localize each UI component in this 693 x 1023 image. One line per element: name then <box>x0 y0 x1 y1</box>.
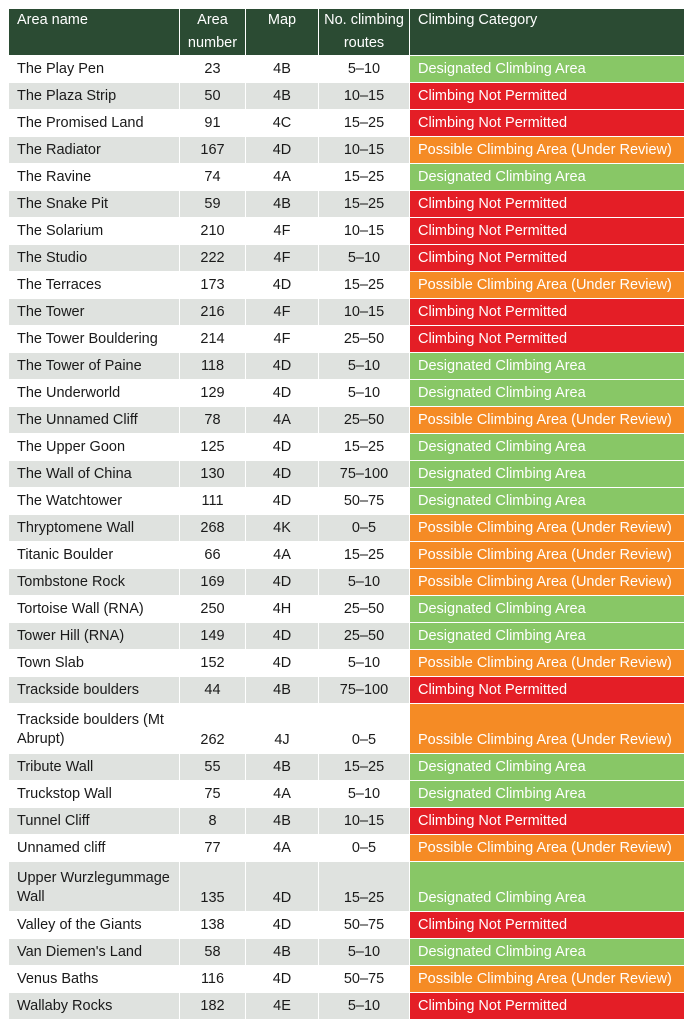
map-cell: 4D <box>246 649 319 676</box>
category-cell: Possible Climbing Area (Under Review) <box>410 514 684 541</box>
routes-cell: 75–100 <box>319 460 410 487</box>
routes-cell: 25–50 <box>319 595 410 622</box>
category-cell: Climbing Not Permitted <box>410 217 684 244</box>
map-cell: 4D <box>246 965 319 992</box>
category-cell: Designated Climbing Area <box>410 55 684 82</box>
routes-cell: 0–5 <box>319 834 410 861</box>
table-row <box>9 298 684 325</box>
routes-cell: 10–15 <box>319 217 410 244</box>
area-number-cell: 222 <box>180 244 246 271</box>
area-number-cell: 130 <box>180 460 246 487</box>
area-name-cell: The Wall of China <box>9 460 180 487</box>
map-cell: 4A <box>246 406 319 433</box>
area-name-cell: The Tower Bouldering <box>9 325 180 352</box>
map-cell: 4B <box>246 938 319 965</box>
table-row <box>9 109 684 136</box>
category-cell: Climbing Not Permitted <box>410 807 684 834</box>
category-cell: Designated Climbing Area <box>410 352 684 379</box>
table-row <box>9 992 684 1019</box>
map-cell: 4J <box>246 703 319 753</box>
map-cell: 4D <box>246 460 319 487</box>
area-number-cell: 169 <box>180 568 246 595</box>
area-number-cell: 149 <box>180 622 246 649</box>
map-cell: 4D <box>246 379 319 406</box>
category-cell: Designated Climbing Area <box>410 460 684 487</box>
map-cell: 4C <box>246 109 319 136</box>
map-cell: 4D <box>246 487 319 514</box>
area-number-cell: 214 <box>180 325 246 352</box>
category-cell: Climbing Not Permitted <box>410 992 684 1019</box>
routes-cell: 5–10 <box>319 352 410 379</box>
area-name-cell: Tortoise Wall (RNA) <box>9 595 180 622</box>
routes-cell: 5–10 <box>319 568 410 595</box>
map-cell: 4B <box>246 676 319 703</box>
table-row <box>9 676 684 703</box>
area-number-cell: 75 <box>180 780 246 807</box>
map-cell: 4B <box>246 190 319 217</box>
category-cell: Climbing Not Permitted <box>410 298 684 325</box>
area-name-cell: The Watchtower <box>9 487 180 514</box>
table-body <box>9 55 684 1019</box>
routes-cell: 5–10 <box>319 992 410 1019</box>
category-cell: Climbing Not Permitted <box>410 244 684 271</box>
area-number-cell: 268 <box>180 514 246 541</box>
routes-cell: 15–25 <box>319 190 410 217</box>
table-row <box>9 938 684 965</box>
table-row <box>9 55 684 82</box>
table-row <box>9 460 684 487</box>
table-row <box>9 163 684 190</box>
area-name-cell: The Unnamed Cliff <box>9 406 180 433</box>
routes-cell: 15–25 <box>319 109 410 136</box>
routes-cell: 15–25 <box>319 861 410 911</box>
area-number-cell: 152 <box>180 649 246 676</box>
table-row <box>9 244 684 271</box>
category-cell: Designated Climbing Area <box>410 753 684 780</box>
area-number-cell: 262 <box>180 703 246 753</box>
area-name-cell: Thryptomene Wall <box>9 514 180 541</box>
map-cell: 4A <box>246 780 319 807</box>
routes-cell: 15–25 <box>319 163 410 190</box>
area-number-cell: 59 <box>180 190 246 217</box>
map-cell: 4H <box>246 595 319 622</box>
table-row <box>9 595 684 622</box>
category-cell: Designated Climbing Area <box>410 780 684 807</box>
map-cell: 4D <box>246 136 319 163</box>
area-name-cell: Tunnel Cliff <box>9 807 180 834</box>
routes-cell: 25–50 <box>319 622 410 649</box>
table-row <box>9 271 684 298</box>
header-routes: No. climbing routes <box>319 9 410 55</box>
area-number-cell: 74 <box>180 163 246 190</box>
area-name-cell: Tombstone Rock <box>9 568 180 595</box>
area-name-cell: Unnamed cliff <box>9 834 180 861</box>
area-number-cell: 116 <box>180 965 246 992</box>
area-name-cell: Upper Wurzlegummage Wall <box>9 861 180 911</box>
area-name-cell: Trackside boulders (Mt Abrupt) <box>9 703 180 753</box>
category-cell: Designated Climbing Area <box>410 622 684 649</box>
area-number-cell: 44 <box>180 676 246 703</box>
map-cell: 4E <box>246 992 319 1019</box>
area-name-cell: The Plaza Strip <box>9 82 180 109</box>
area-name-cell: Town Slab <box>9 649 180 676</box>
area-number-cell: 129 <box>180 379 246 406</box>
table-row <box>9 965 684 992</box>
routes-cell: 50–75 <box>319 965 410 992</box>
map-cell: 4B <box>246 807 319 834</box>
table-row <box>9 753 684 780</box>
category-cell: Possible Climbing Area (Under Review) <box>410 965 684 992</box>
area-number-cell: 55 <box>180 753 246 780</box>
area-name-cell: The Radiator <box>9 136 180 163</box>
table-row <box>9 649 684 676</box>
area-name-cell: The Studio <box>9 244 180 271</box>
table-row <box>9 406 684 433</box>
map-cell: 4D <box>246 911 319 938</box>
area-number-cell: 250 <box>180 595 246 622</box>
area-name-cell: The Snake Pit <box>9 190 180 217</box>
routes-cell: 5–10 <box>319 379 410 406</box>
table-row <box>9 433 684 460</box>
map-cell: 4A <box>246 541 319 568</box>
category-cell: Climbing Not Permitted <box>410 676 684 703</box>
table-row <box>9 82 684 109</box>
area-name-cell: The Tower of Paine <box>9 352 180 379</box>
routes-cell: 5–10 <box>319 244 410 271</box>
routes-cell: 0–5 <box>319 514 410 541</box>
area-name-cell: The Upper Goon <box>9 433 180 460</box>
category-cell: Climbing Not Permitted <box>410 82 684 109</box>
map-cell: 4B <box>246 82 319 109</box>
map-cell: 4B <box>246 753 319 780</box>
routes-cell: 10–15 <box>319 298 410 325</box>
table-row <box>9 541 684 568</box>
routes-cell: 25–50 <box>319 406 410 433</box>
area-name-cell: Titanic Boulder <box>9 541 180 568</box>
routes-cell: 10–15 <box>319 136 410 163</box>
map-cell: 4K <box>246 514 319 541</box>
routes-cell: 15–25 <box>319 753 410 780</box>
area-number-cell: 50 <box>180 82 246 109</box>
header-map: Map <box>246 9 319 55</box>
area-name-cell: Trackside boulders <box>9 676 180 703</box>
routes-cell: 15–25 <box>319 433 410 460</box>
area-number-cell: 138 <box>180 911 246 938</box>
area-name-cell: Valley of the Giants <box>9 911 180 938</box>
table-row <box>9 807 684 834</box>
map-cell: 4F <box>246 244 319 271</box>
table-row <box>9 568 684 595</box>
category-cell: Climbing Not Permitted <box>410 109 684 136</box>
routes-cell: 5–10 <box>319 938 410 965</box>
map-cell: 4B <box>246 55 319 82</box>
area-number-cell: 125 <box>180 433 246 460</box>
climbing-areas-table-container <box>9 9 684 1019</box>
routes-cell: 75–100 <box>319 676 410 703</box>
routes-cell: 15–25 <box>319 271 410 298</box>
routes-cell: 25–50 <box>319 325 410 352</box>
table-row <box>9 514 684 541</box>
area-number-cell: 216 <box>180 298 246 325</box>
table-header-row <box>9 9 684 55</box>
category-cell: Possible Climbing Area (Under Review) <box>410 136 684 163</box>
category-cell: Possible Climbing Area (Under Review) <box>410 834 684 861</box>
area-number-cell: 78 <box>180 406 246 433</box>
routes-cell: 50–75 <box>319 487 410 514</box>
category-cell: Possible Climbing Area (Under Review) <box>410 649 684 676</box>
table-row <box>9 136 684 163</box>
area-name-cell: Venus Baths <box>9 965 180 992</box>
area-number-cell: 210 <box>180 217 246 244</box>
table-row <box>9 190 684 217</box>
category-cell: Climbing Not Permitted <box>410 190 684 217</box>
area-number-cell: 77 <box>180 834 246 861</box>
header-area-name: Area name <box>9 9 180 55</box>
category-cell: Possible Climbing Area (Under Review) <box>410 406 684 433</box>
area-number-cell: 23 <box>180 55 246 82</box>
map-cell: 4A <box>246 834 319 861</box>
header-category: Climbing Category <box>410 9 684 55</box>
category-cell: Possible Climbing Area (Under Review) <box>410 703 684 753</box>
map-cell: 4F <box>246 298 319 325</box>
area-name-cell: The Solarium <box>9 217 180 244</box>
area-number-cell: 173 <box>180 271 246 298</box>
table-row <box>9 911 684 938</box>
category-cell: Climbing Not Permitted <box>410 325 684 352</box>
map-cell: 4D <box>246 271 319 298</box>
table-row <box>9 352 684 379</box>
table-row <box>9 379 684 406</box>
routes-cell: 10–15 <box>319 807 410 834</box>
table-row <box>9 834 684 861</box>
area-name-cell: Truckstop Wall <box>9 780 180 807</box>
area-number-cell: 66 <box>180 541 246 568</box>
area-number-cell: 111 <box>180 487 246 514</box>
map-cell: 4D <box>246 568 319 595</box>
category-cell: Designated Climbing Area <box>410 861 684 911</box>
area-name-cell: The Promised Land <box>9 109 180 136</box>
table-row <box>9 861 684 911</box>
routes-cell: 50–75 <box>319 911 410 938</box>
category-cell: Designated Climbing Area <box>410 433 684 460</box>
category-cell: Possible Climbing Area (Under Review) <box>410 568 684 595</box>
category-cell: Climbing Not Permitted <box>410 911 684 938</box>
area-name-cell: Tribute Wall <box>9 753 180 780</box>
table-row <box>9 703 684 753</box>
routes-cell: 10–15 <box>319 82 410 109</box>
category-cell: Possible Climbing Area (Under Review) <box>410 541 684 568</box>
category-cell: Designated Climbing Area <box>410 163 684 190</box>
area-number-cell: 182 <box>180 992 246 1019</box>
climbing-areas-table <box>9 9 684 1019</box>
area-number-cell: 167 <box>180 136 246 163</box>
routes-cell: 15–25 <box>319 541 410 568</box>
map-cell: 4A <box>246 163 319 190</box>
area-name-cell: The Play Pen <box>9 55 180 82</box>
table-row <box>9 622 684 649</box>
routes-cell: 5–10 <box>319 780 410 807</box>
area-name-cell: Tower Hill (RNA) <box>9 622 180 649</box>
table-row <box>9 780 684 807</box>
category-cell: Designated Climbing Area <box>410 938 684 965</box>
area-name-cell: The Underworld <box>9 379 180 406</box>
map-cell: 4F <box>246 217 319 244</box>
routes-cell: 5–10 <box>319 55 410 82</box>
category-cell: Designated Climbing Area <box>410 379 684 406</box>
category-cell: Designated Climbing Area <box>410 487 684 514</box>
map-cell: 4D <box>246 622 319 649</box>
category-cell: Designated Climbing Area <box>410 595 684 622</box>
table-row <box>9 217 684 244</box>
area-number-cell: 91 <box>180 109 246 136</box>
area-number-cell: 135 <box>180 861 246 911</box>
area-name-cell: Wallaby Rocks <box>9 992 180 1019</box>
area-name-cell: The Terraces <box>9 271 180 298</box>
area-name-cell: The Tower <box>9 298 180 325</box>
table-row <box>9 325 684 352</box>
area-name-cell: Van Diemen's Land <box>9 938 180 965</box>
map-cell: 4D <box>246 433 319 460</box>
map-cell: 4D <box>246 861 319 911</box>
routes-cell: 5–10 <box>319 649 410 676</box>
category-cell: Possible Climbing Area (Under Review) <box>410 271 684 298</box>
area-name-cell: The Ravine <box>9 163 180 190</box>
header-area-number: Area number <box>180 9 246 55</box>
area-number-cell: 58 <box>180 938 246 965</box>
routes-cell: 0–5 <box>319 703 410 753</box>
map-cell: 4D <box>246 352 319 379</box>
table-row <box>9 487 684 514</box>
map-cell: 4F <box>246 325 319 352</box>
area-number-cell: 118 <box>180 352 246 379</box>
area-number-cell: 8 <box>180 807 246 834</box>
